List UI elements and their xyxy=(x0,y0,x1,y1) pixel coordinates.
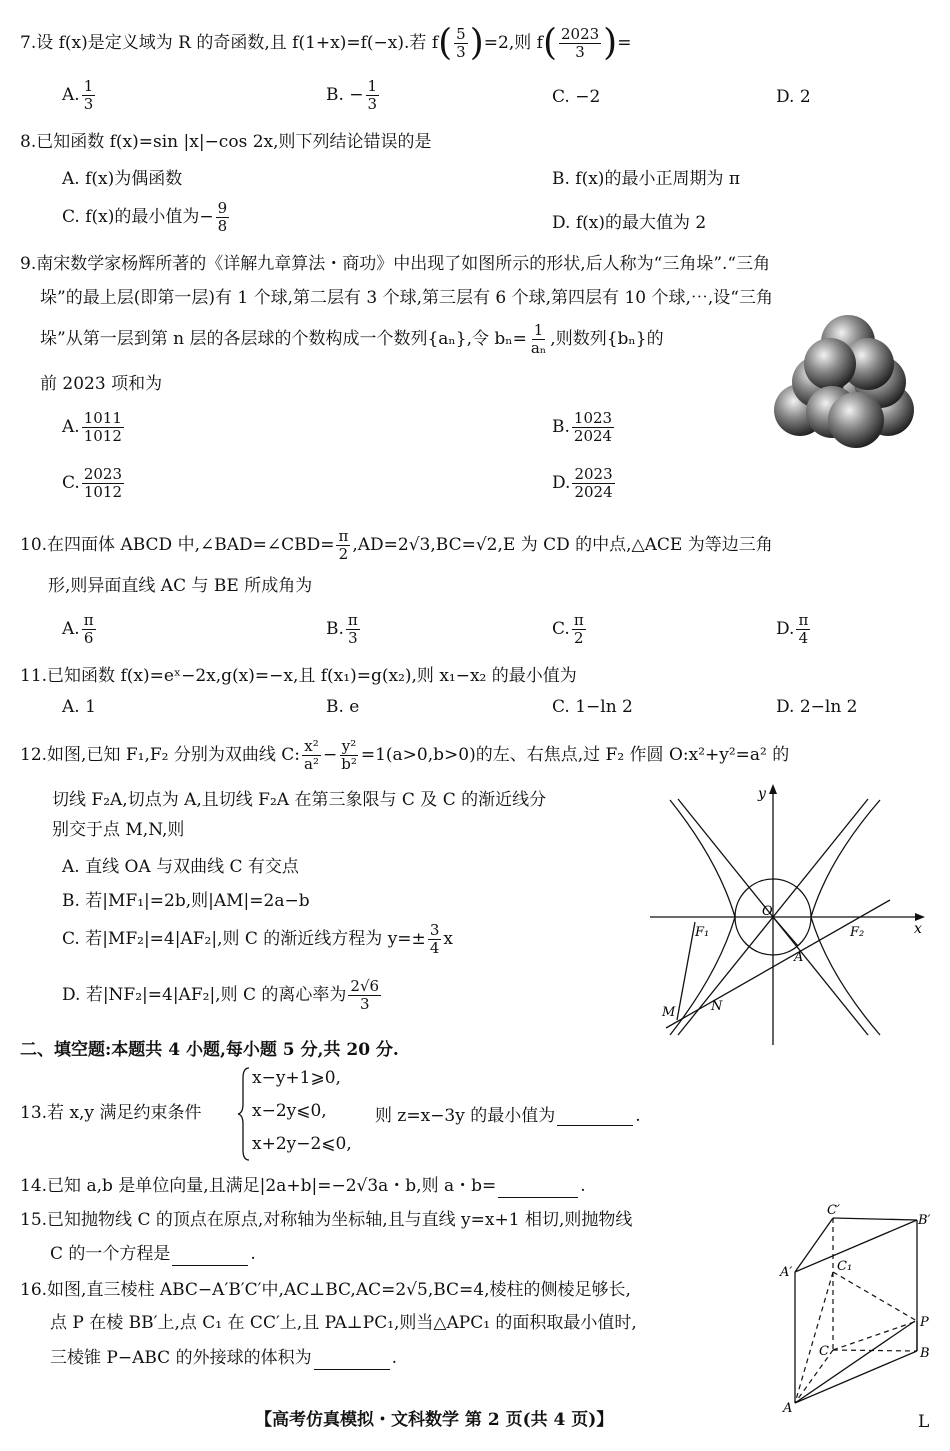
q13-answer-blank[interactable] xyxy=(557,1107,633,1126)
q7-option-b: B. − $\frac{1}{3}$ xyxy=(326,77,378,113)
label-c-prime: C′ xyxy=(827,1203,840,1218)
label-c1: C₁ xyxy=(837,1259,853,1274)
x-axis-arrow xyxy=(915,913,925,921)
q7-option-c: C. −2 xyxy=(552,87,601,107)
label-b: B xyxy=(920,1346,930,1361)
q11-option-a: A. 1 xyxy=(62,697,96,717)
q7-stem-a: 7.设 f(x)是定义域为 R 的奇函数,且 f(1+x)=f(−x).若 f xyxy=(20,33,439,53)
q9-option-a: A. $\frac{1011}{1012}$ xyxy=(62,409,122,445)
q12-option-d: D. 若|NF₂|=4|AF₂|,则 C 的离心率为 $\frac{2√6}{3}$ xyxy=(62,977,380,1013)
q11-option-d: D. 2−ln 2 xyxy=(776,697,858,717)
q11-option-c: C. 1−ln 2 xyxy=(552,697,633,717)
q10-line-1: 10.在四面体 ABCD 中,∠BAD=∠CBD= $\frac{\pi}{2}$ ,AD=2√3,BC=√2,E 为 CD 的中点,△ACE 为等边三角 xyxy=(20,527,773,563)
system-brace xyxy=(237,1066,251,1162)
label-c: C xyxy=(819,1344,829,1359)
q7-stem-c: = xyxy=(617,33,632,53)
q10-option-c: C. $\frac{\pi}{2}$ xyxy=(552,611,584,647)
footer-mark: L xyxy=(918,1412,930,1432)
label-o: O xyxy=(762,904,773,919)
q11-stem: 11.已知函数 f(x)=eˣ−2x,g(x)=−x,且 f(x₁)=g(x₂),则 x₁−x₂ 的最小值为 xyxy=(20,666,577,686)
q7-frac-2: $\frac{2023}{3}$ xyxy=(560,25,600,61)
q12-option-c: C. 若|MF₂|=4|AF₂|,则 C 的渐近线方程为 y=± $\frac{3}{4}$ x xyxy=(62,921,453,957)
q12-option-b: B. 若|MF₁|=2b,则|AM|=2a−b xyxy=(62,891,310,911)
label-y: y xyxy=(758,786,766,802)
q7-paren-close: ) xyxy=(469,22,484,64)
label-b-prime: B′ xyxy=(918,1213,931,1228)
q16-answer-blank[interactable] xyxy=(314,1351,390,1370)
q7-paren-open: ( xyxy=(438,22,453,64)
q15-line-2: C 的一个方程是 . xyxy=(50,1244,256,1264)
q8-option-d: D. f(x)的最大值为 2 xyxy=(552,213,707,233)
q10-line-2: 形,则异面直线 AC 与 BE 所成角为 xyxy=(48,576,313,596)
q8-option-c: C. f(x)的最小值为− $\frac{9}{8}$ xyxy=(62,199,228,235)
q11-option-b: B. e xyxy=(326,697,360,717)
q7-option-d: D. 2 xyxy=(776,87,811,107)
hyperbola-figure xyxy=(640,780,940,1050)
q12-option-a: A. 直线 OA 与双曲线 C 有交点 xyxy=(62,857,299,877)
q13-tail: 则 z=x−3y 的最小值为 . xyxy=(375,1106,641,1126)
page-footer: 【高考仿真模拟・文科数学 第 2 页(共 4 页)】 xyxy=(255,1410,614,1430)
q9-line-2: 垛”的最上层(即第一层)有 1 个球,第二层有 3 个球,第三层有 6 个球,第四层有 10 个球,⋯,设“三角 xyxy=(40,288,773,308)
q9-option-b: B. $\frac{1023}{2024}$ xyxy=(552,409,613,445)
q13-label: 13.若 x,y 满足约束条件 xyxy=(20,1103,202,1123)
sphere xyxy=(804,338,856,390)
label-f1: F₁ xyxy=(695,925,710,940)
q16-line-2: 点 P 在棱 BB′上,点 C₁ 在 CC′上,且 PA⊥PC₁,则当△APC₁ 的面积取最小值时, xyxy=(50,1313,637,1333)
q13-constraint-2: x−2y⩽0, xyxy=(252,1101,327,1121)
q7-option-a: A. $\frac{1}{3}$ xyxy=(62,77,94,113)
q12-line-2: 切线 F₂A,切点为 A,且切线 F₂A 在第三象限与 C 及 C 的渐近线分 xyxy=(52,790,547,810)
q16-line-3: 三棱锥 P−ABC 的外接球的体积为 . xyxy=(50,1348,397,1368)
q14-answer-blank[interactable] xyxy=(498,1179,578,1198)
q8-stem: 8.已知函数 f(x)=sin |x|−cos 2x,则下列结论错误的是 xyxy=(20,132,432,152)
sphere xyxy=(828,392,884,448)
q12-line-1: 12.如图,已知 F₁,F₂ 分别为双曲线 C: $\frac{\text{x²}}{\text{a²}}$ − $\frac{\text{y²}}{\text{b²}}$ =1(a>0,b>0)的左、右焦点,过 F₂ 作圆 O:x²+y²=a² 的 xyxy=(20,737,790,773)
section-header: 二、填空题:本题共 4 小题,每小题 5 分,共 20 分. xyxy=(20,1040,399,1060)
label-m: M xyxy=(662,1005,676,1020)
q7-stem-b: =2,则 f xyxy=(483,33,543,53)
q13-constraint-1: x−y+1⩾0, xyxy=(252,1068,341,1088)
label-x: x xyxy=(914,921,922,937)
segment-oa xyxy=(773,917,798,946)
q15-answer-blank[interactable] xyxy=(172,1247,248,1266)
triangular-pile-figure xyxy=(768,312,938,462)
q12-line-3: 别交于点 M,N,则 xyxy=(52,820,185,840)
label-a-prime: A′ xyxy=(780,1265,793,1280)
q9-option-c: C. $\frac{2023}{1012}$ xyxy=(62,465,122,501)
q15-line-1: 15.已知抛物线 C 的顶点在原点,对称轴为坐标轴,且与直线 y=x+1 相切,则抛物线 xyxy=(20,1210,633,1230)
q7-stem: 7.设 f(x)是定义域为 R 的奇函数,且 f(1+x)=f(−x).若 f( $\frac{5}{3}$ )=2,则 f( $\frac{2023}{3}$ )= xyxy=(20,22,632,64)
q10-option-b: B. $\frac{\pi}{3}$ xyxy=(326,611,358,647)
prism-figure xyxy=(775,1200,940,1415)
q8-option-b: B. f(x)的最小正周期为 π xyxy=(552,169,741,189)
q13-constraint-3: x+2y−2⩽0, xyxy=(252,1134,352,1154)
q14-stem: 14.已知 a,b 是单位向量,且满足|2a+b|=−2√3a・b,则 a・b= . xyxy=(20,1176,586,1196)
tangent-line xyxy=(666,900,890,1028)
y-axis-arrow xyxy=(769,784,777,794)
q8-option-a: A. f(x)为偶函数 xyxy=(62,169,183,189)
label-n: N xyxy=(711,999,723,1014)
label-f2: F₂ xyxy=(850,925,865,940)
q9-line-3: 垛”从第一层到第 n 层的各层球的个数构成一个数列{aₙ},令 bₙ= $\frac{1}{\text{aₙ}}$ ,则数列{bₙ}的 xyxy=(40,321,664,357)
q16-line-1: 16.如图,直三棱柱 ABC−A′B′C′中,AC⊥BC,AC=2√5,BC=4,棱柱的侧棱足够长, xyxy=(20,1280,631,1300)
q10-option-d: D. $\frac{\pi}{4}$ xyxy=(776,611,809,647)
q10-option-a: A. $\frac{\pi}{6}$ xyxy=(62,611,94,647)
q9-option-d: D. $\frac{2023}{2024}$ xyxy=(552,465,613,501)
q9-line-1: 9.南宋数学家杨辉所著的《详解九章算法・商功》中出现了如图所示的形状,后人称为“三角垛”.“三角 xyxy=(20,254,771,274)
q9-line-4: 前 2023 项和为 xyxy=(40,374,163,394)
label-a: A xyxy=(794,950,804,965)
label-a: A xyxy=(783,1401,793,1415)
q7-frac-1: $\frac{5}{3}$ xyxy=(456,25,466,61)
label-p: P xyxy=(920,1315,929,1330)
